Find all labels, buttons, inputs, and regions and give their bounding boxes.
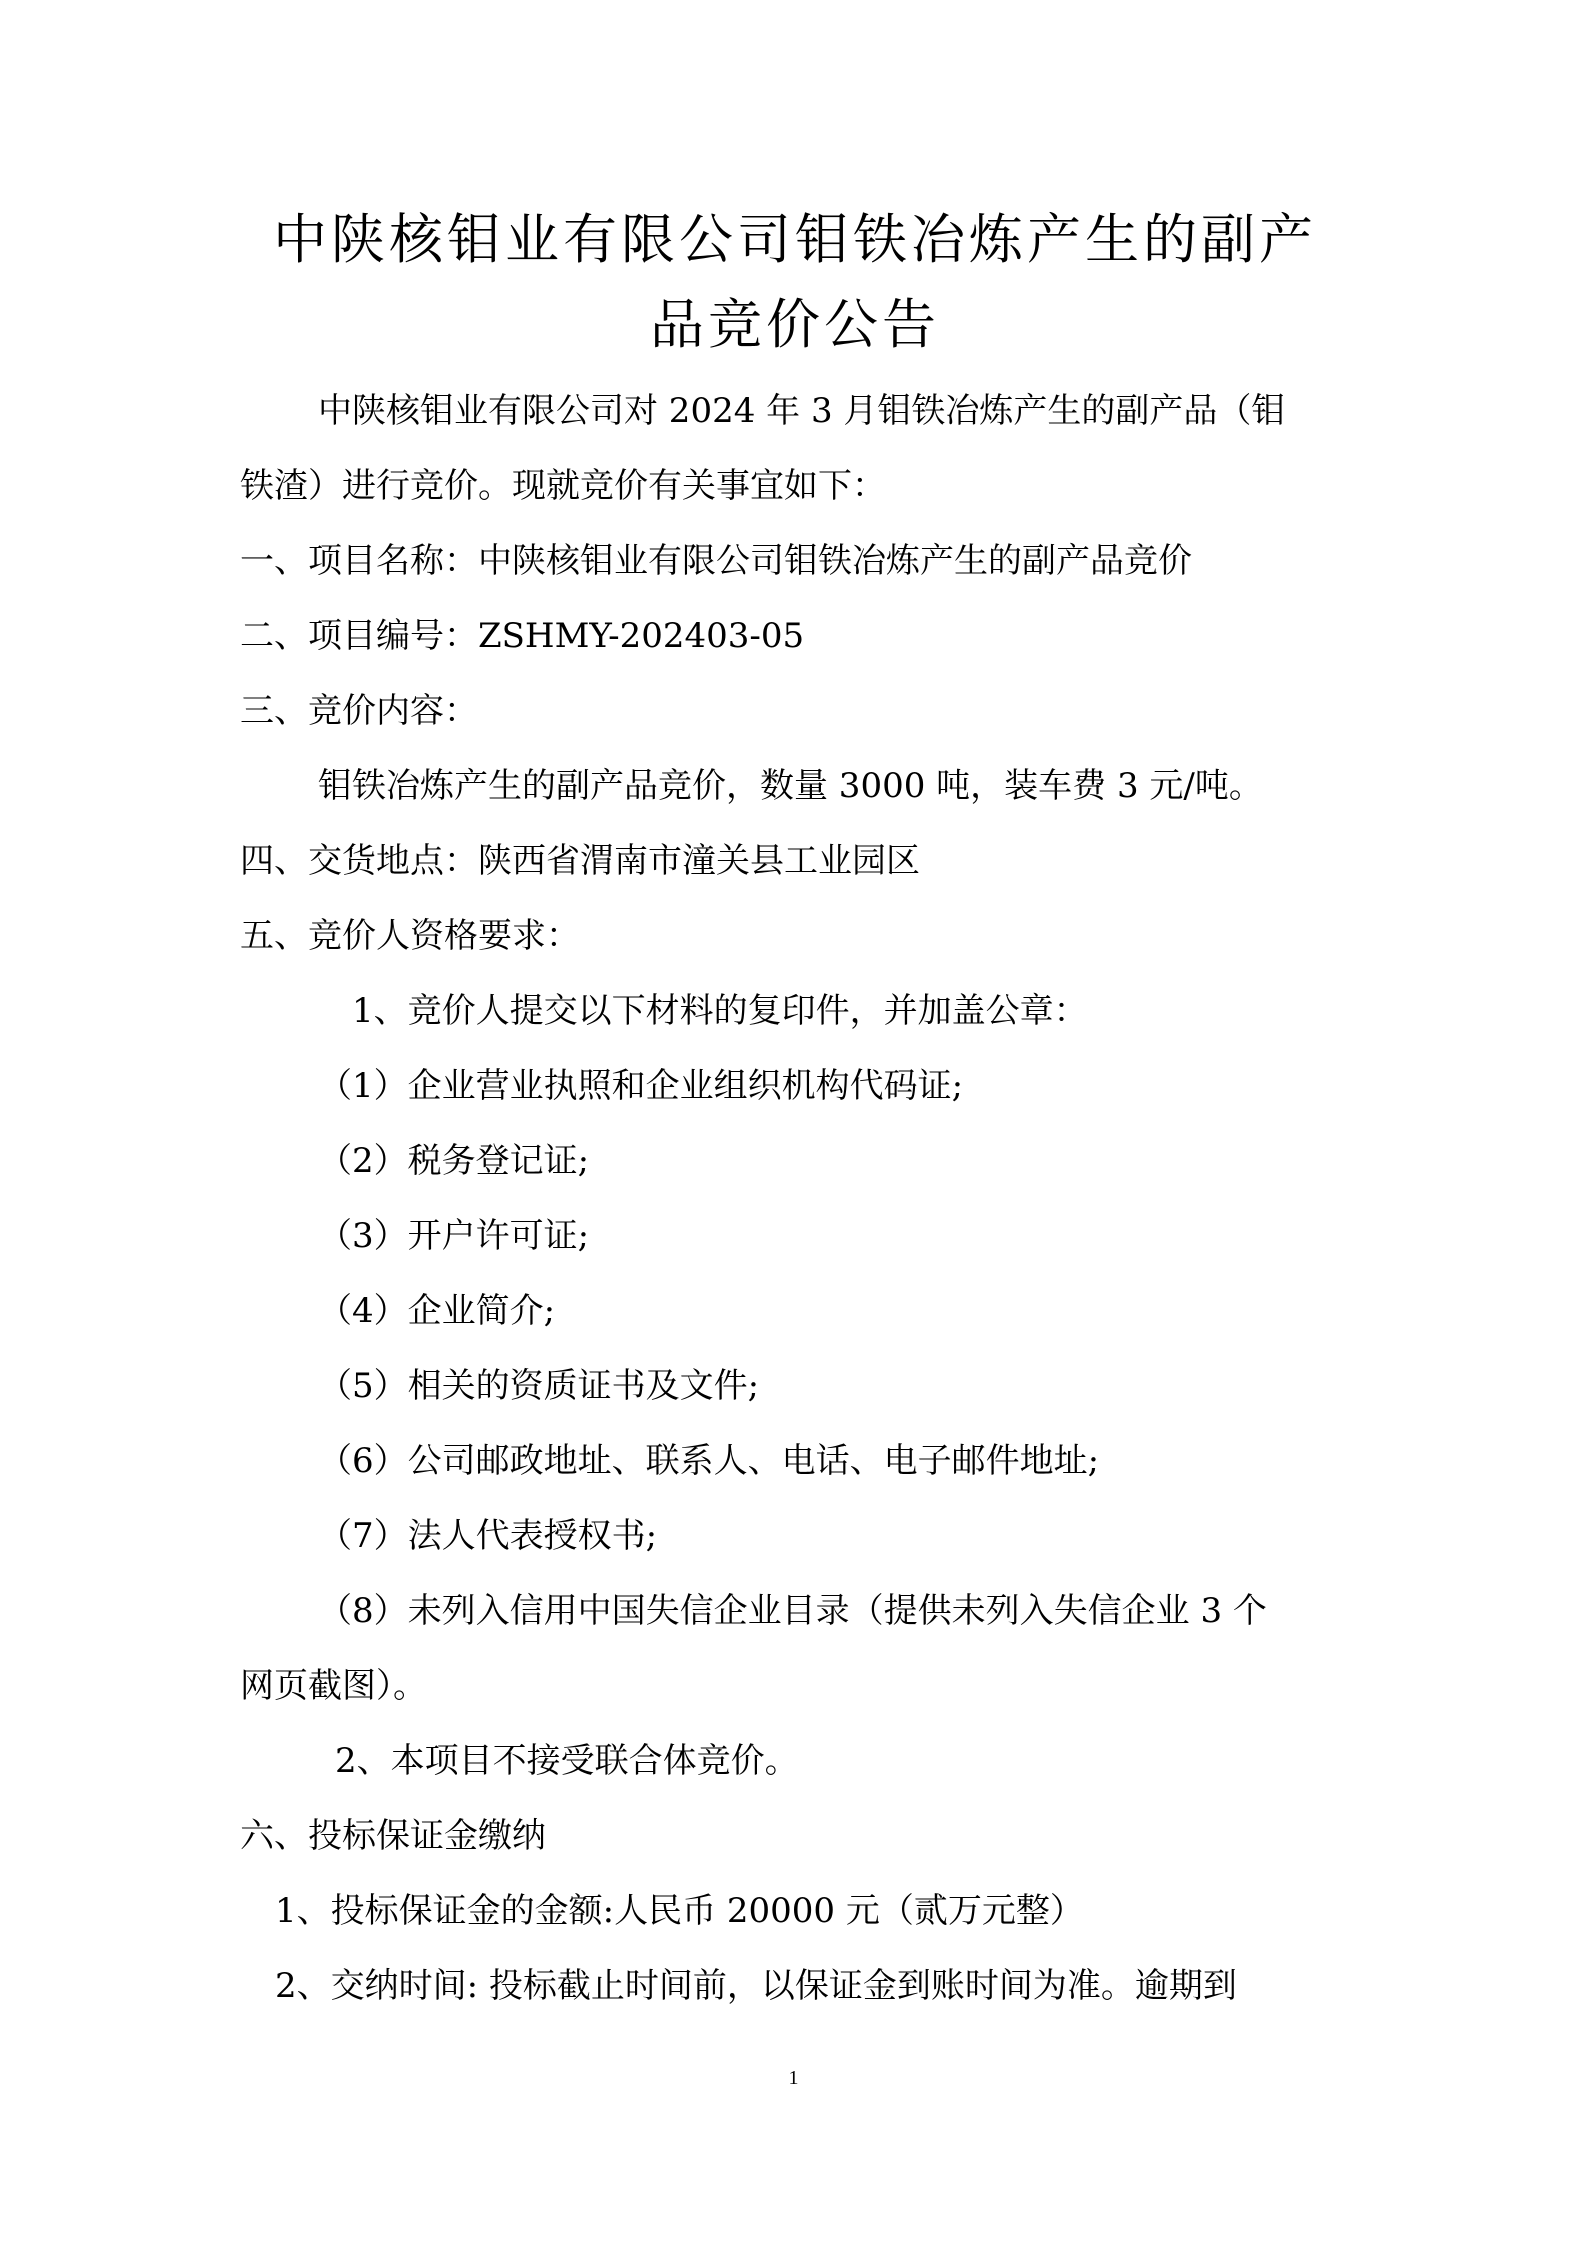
section-project-name: 一、项目名称：中陕核钼业有限公司钼铁冶炼产生的副产品竞价 [240, 541, 1192, 581]
material-list-item: （5）相关的资质证书及文件; [318, 1366, 760, 1406]
deposit-payment-time: 2、交纳时间: 投标截止时间前，以保证金到账时间为准。逾期到 [275, 1966, 1237, 2006]
page-number: 1 [788, 2067, 799, 2089]
section-deposit-heading: 六、投标保证金缴纳 [240, 1816, 546, 1856]
qualification-item-2: 2、本项目不接受联合体竞价。 [335, 1741, 799, 1781]
qualification-item-1: 1、竞价人提交以下材料的复印件，并加盖公章： [352, 991, 1088, 1031]
material-list-item: （2）税务登记证; [318, 1141, 590, 1181]
material-list-item: （7）法人代表授权书; [318, 1516, 658, 1556]
material-list-item: （6）公司邮政地址、联系人、电话、电子邮件地址; [318, 1441, 1100, 1481]
material-list-item-8-line-2: 网页截图）。 [240, 1666, 427, 1706]
material-list-item-8-line-1: （8）未列入信用中国失信企业目录（提供未列入失信企业 3 个 [318, 1591, 1267, 1631]
deposit-amount: 1、投标保证金的金额:人民币 20000 元（贰万元整） [275, 1891, 1084, 1931]
intro-paragraph-line-1: 中陕核钼业有限公司对 2024 年 3 月钼铁冶炼产生的副产品（钼 [318, 391, 1286, 431]
section-bid-content-text: 钼铁冶炼产生的副产品竞价，数量 3000 吨，装车费 3 元/吨。 [318, 766, 1263, 806]
document-title-line-1: 中陕核钼业有限公司钼铁冶炼产生的副产 [273, 208, 1317, 271]
section-delivery-location: 四、交货地点：陕西省渭南市潼关县工业园区 [240, 841, 920, 881]
section-project-number: 二、项目编号：ZSHMY-202403-05 [240, 616, 805, 656]
material-list-item: （1）企业营业执照和企业组织机构代码证; [318, 1066, 964, 1106]
section-bid-content-heading: 三、竞价内容： [240, 691, 478, 731]
material-list-item: （3）开户许可证; [318, 1216, 590, 1256]
document-title-line-2: 品竞价公告 [650, 293, 940, 356]
material-list-item: （4）企业简介; [318, 1291, 556, 1331]
section-qualification-heading: 五、竞价人资格要求： [240, 916, 580, 956]
intro-paragraph-line-2: 铁渣）进行竞价。现就竞价有关事宜如下： [240, 466, 886, 506]
